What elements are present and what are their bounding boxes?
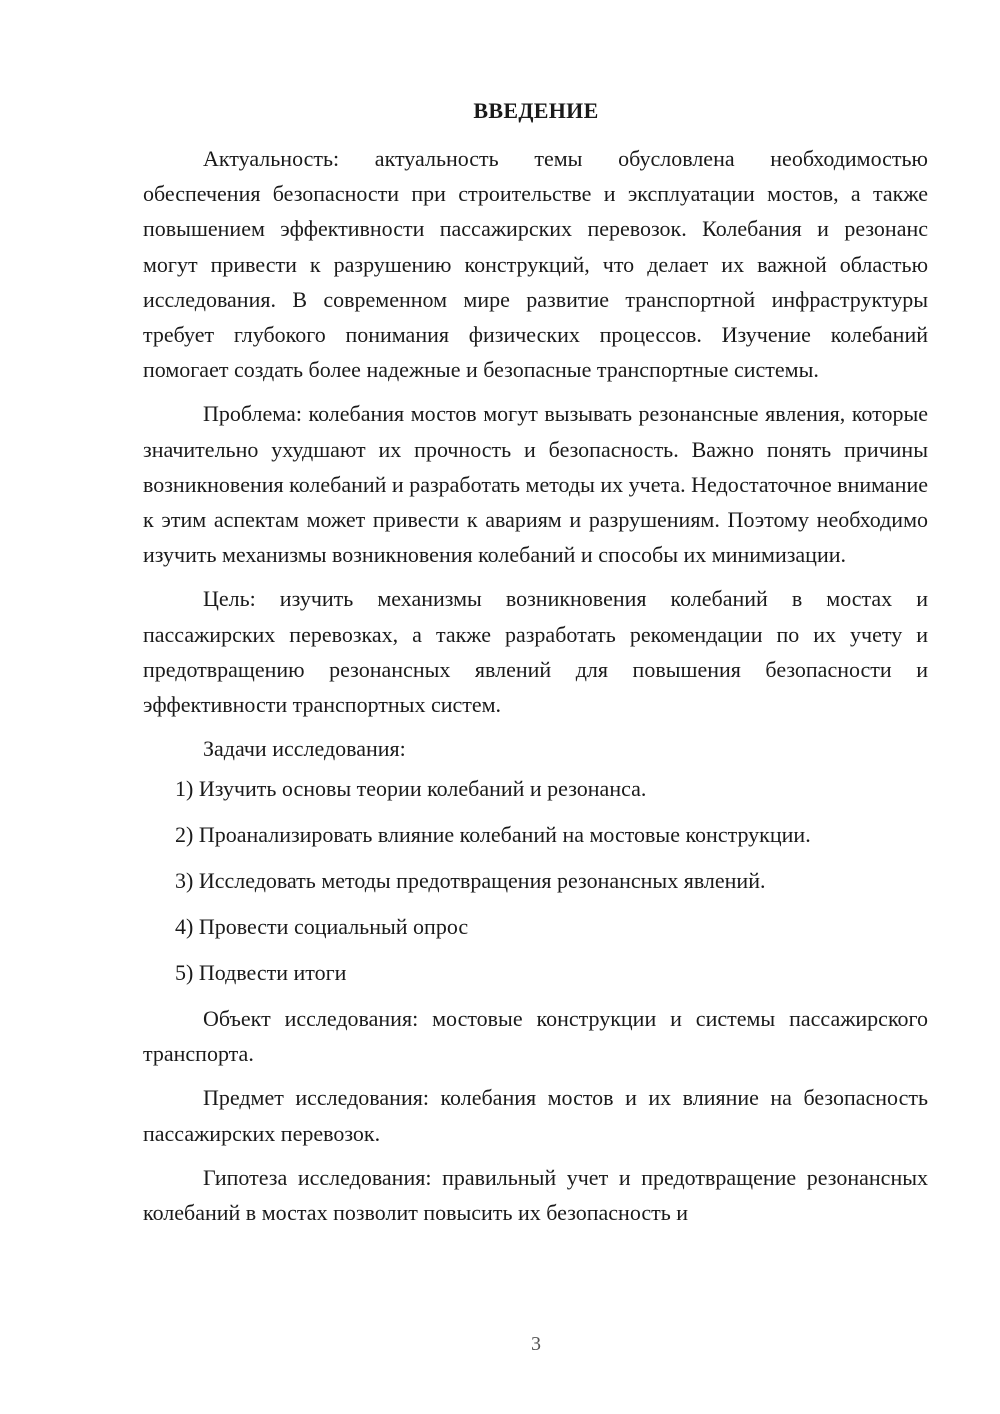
relevance-paragraph: Актуальность: актуальность темы обусловлена необходимостью обеспечения безопасности при строительстве и эксплуатации мостов, а также повышением эффективности пассажирских перевозок. Колебания и резонанс могут привести к разрушению конструкций, что делает их важной областью исследования. В современном мире развитие транспортной инфраструктуры требует глубокого понимания физических процессов. Изучение колебаний помогает создать более надежные и безопасные транспортные системы. xyxy=(143,146,928,383)
tasks-list xyxy=(143,771,928,990)
subject-paragraph: Предмет исследования: колебания мостов и их влияние на безопасность пассажирских перевозок. xyxy=(143,1085,928,1146)
problem-paragraph: Проблема: колебания мостов могут вызывать резонансные явления, которые значительно ухудшают их прочность и безопасность. Важно понять причины возникновения колебаний и разработать методы их учета. Недостаточное внимание к этим аспектам может привести к авариям и разрушениям. Поэтому необходимо изучить механизмы возникновения колебаний и способы их минимизации. xyxy=(143,401,929,568)
page-number: 3 xyxy=(531,1333,541,1355)
list-item: 5) Подвести итоги xyxy=(175,960,347,986)
list-item: 3) Исследовать методы предотвращения резонансных явлений. xyxy=(175,868,766,894)
goal-paragraph: Цель: изучить механизмы возникновения колебаний в мостах и пассажирских перевозках, а также разработать рекомендации по их учету и предотвращению резонансных явлений для повышения безопасности и эффективности транспортных систем. xyxy=(143,586,928,718)
list-item: 2) Проанализировать влияние колебаний на мостовые конструкции. xyxy=(175,822,811,848)
list-item: 4) Провести социальный опрос xyxy=(175,914,469,940)
tasks-heading: Задачи исследования: xyxy=(203,736,406,762)
page-title: ВВЕДЕНИЕ xyxy=(473,98,599,123)
hypothesis-paragraph: Гипотеза исследования: правильный учет и предотвращение резонансных колебаний в мостах позволит повысить их безопасность и xyxy=(143,1164,928,1225)
document-body xyxy=(143,141,928,1239)
object-paragraph: Объект исследования: мостовые конструкции и системы пассажирского транспорта. xyxy=(143,1005,928,1067)
list-item: 1) Изучить основы теории колебаний и резонанса. xyxy=(175,776,647,802)
